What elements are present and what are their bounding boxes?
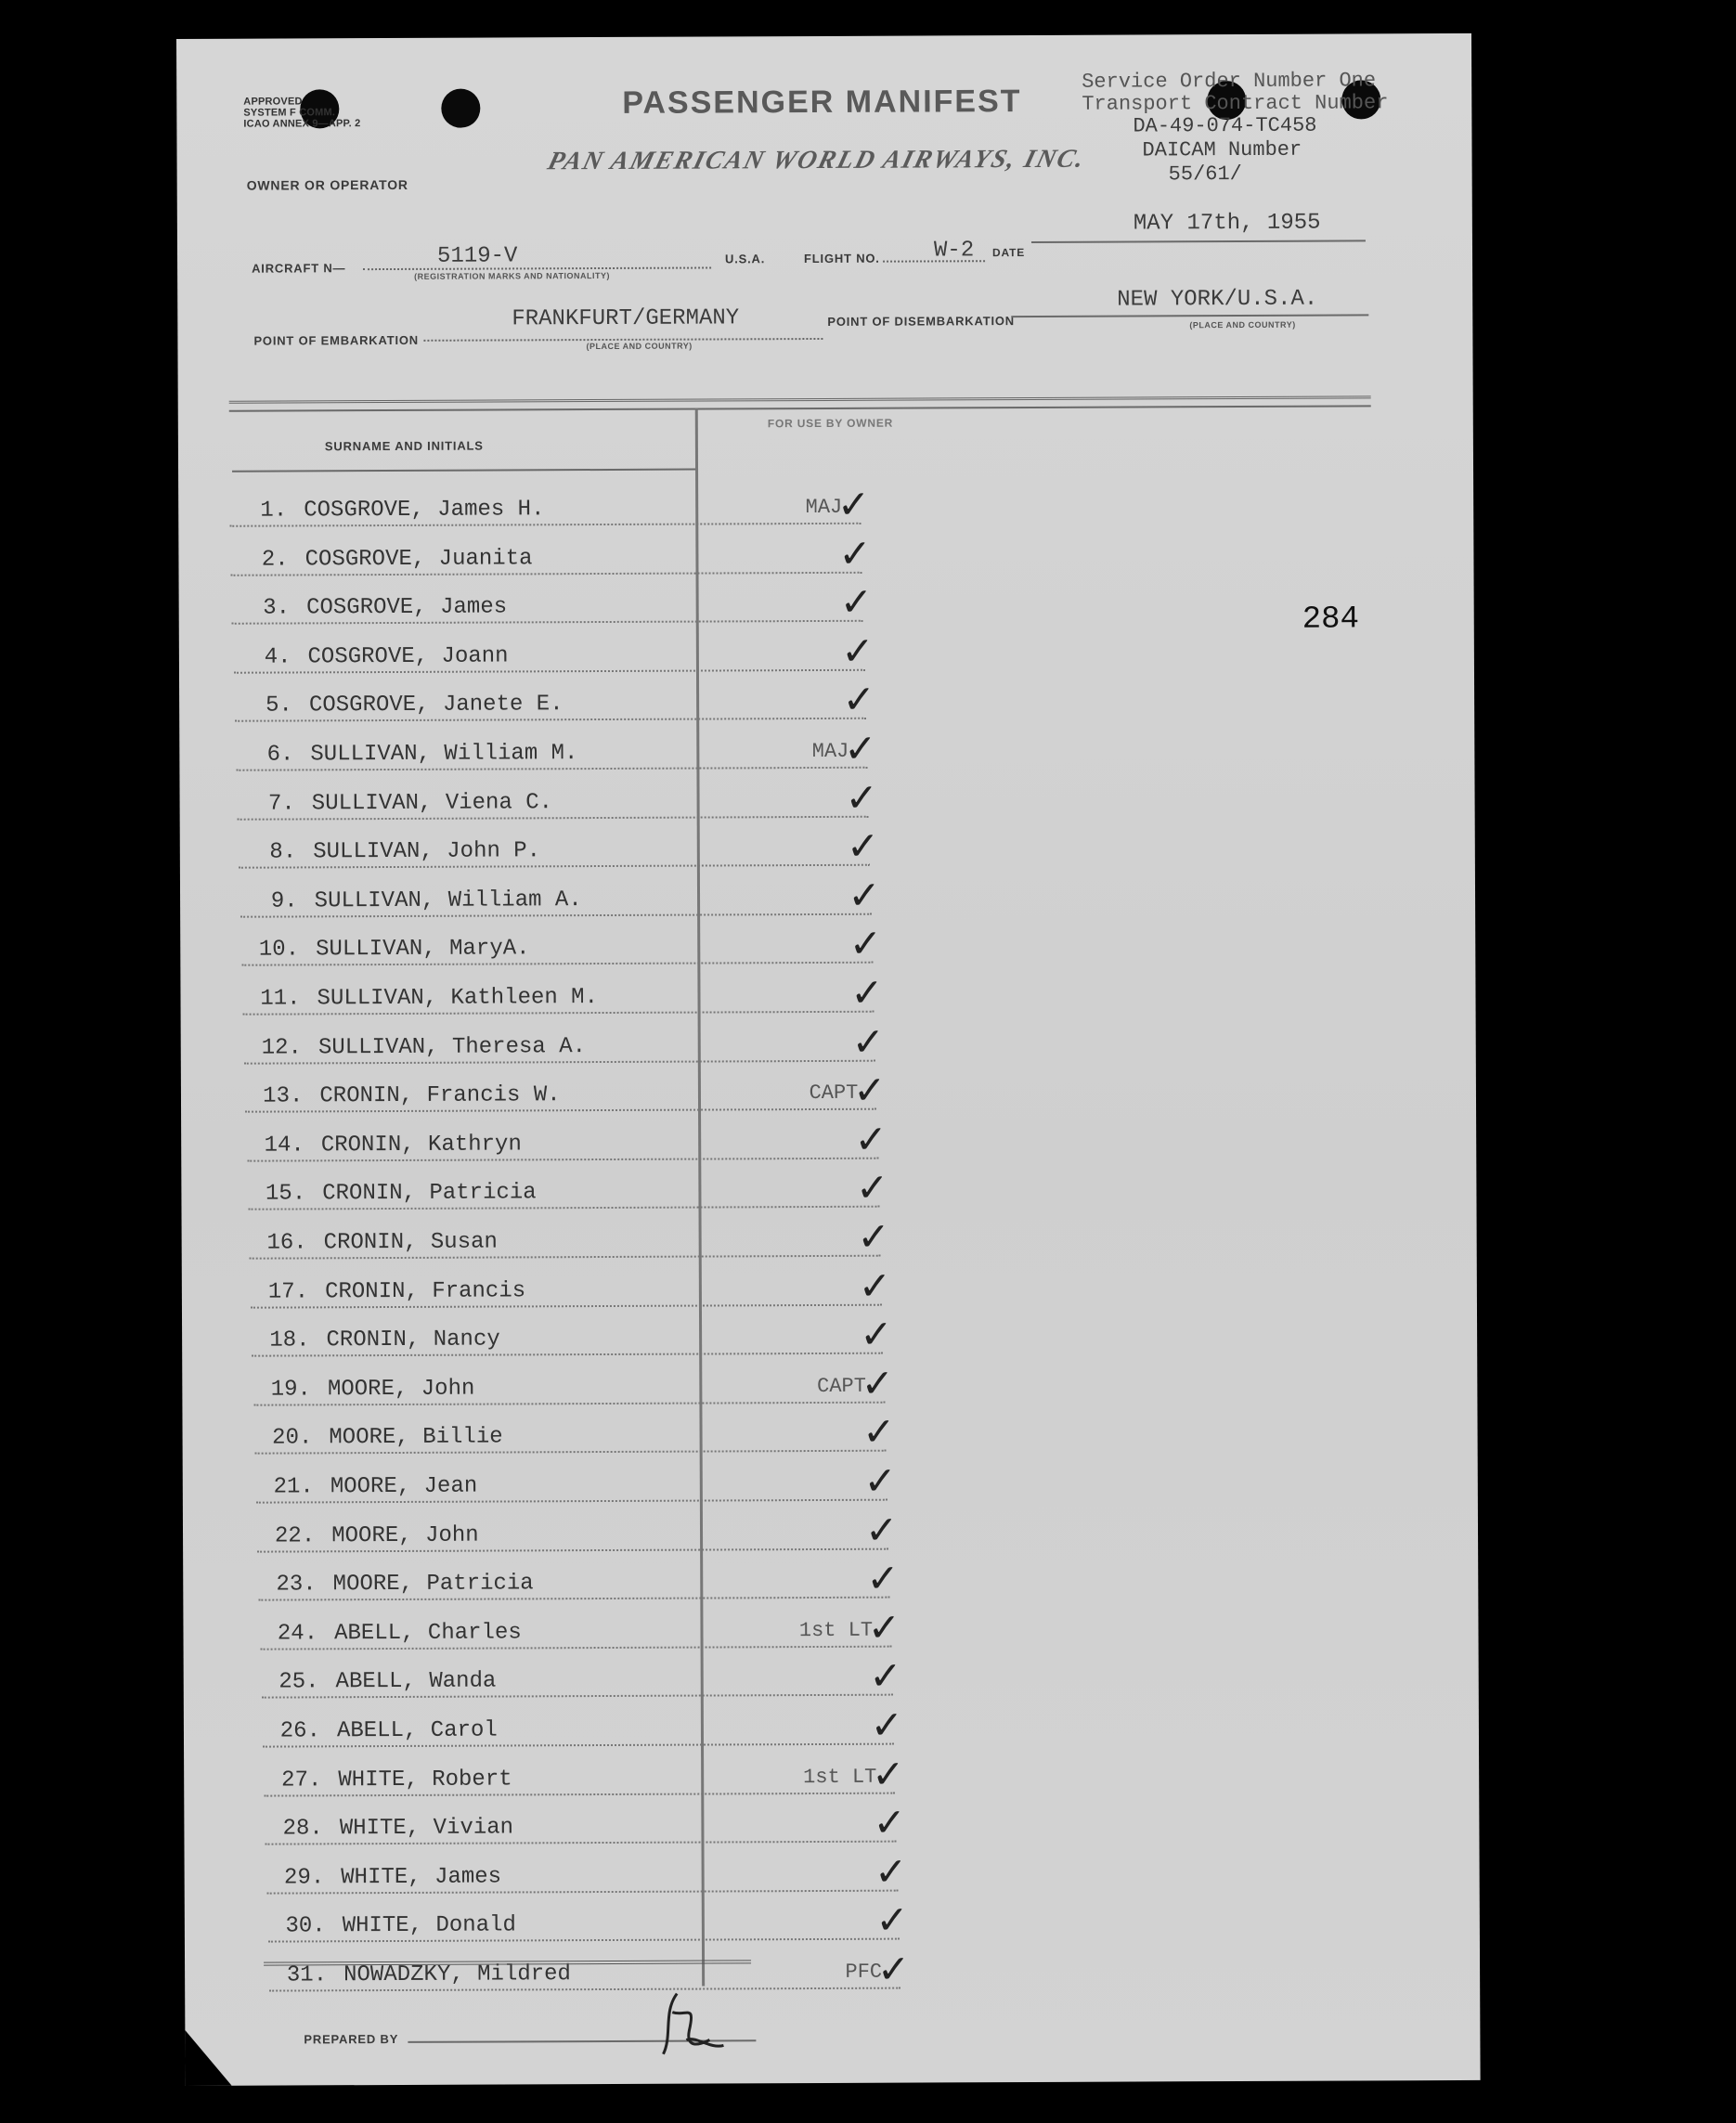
passenger-row <box>268 1896 909 1947</box>
passenger-name: SULLIVAN, Theresa A. <box>317 1033 587 1060</box>
passenger-name: COSGROVE, Janete E. <box>308 692 564 718</box>
passenger-row <box>266 1848 908 1897</box>
passenger-number: 28. <box>282 1816 323 1842</box>
disembark-sub: (PLACE AND COUNTRY) <box>1189 319 1296 330</box>
row-rule <box>240 913 872 918</box>
passenger-row <box>241 921 883 970</box>
passenger-number: 24. <box>277 1621 318 1647</box>
checkmark-icon: ✓ <box>845 774 878 821</box>
row-rule <box>266 1841 897 1845</box>
row-rule <box>243 1011 874 1016</box>
disembark-line <box>1011 314 1368 317</box>
row-rule <box>253 1401 885 1405</box>
daicam-number: 55/61/ <box>1168 162 1242 187</box>
passenger-row <box>248 1165 889 1214</box>
passenger-number: 18. <box>269 1327 310 1353</box>
row-rule <box>266 1889 898 1894</box>
date-label: DATE <box>991 246 1026 260</box>
passenger-number: 1. <box>260 498 288 524</box>
passenger-row <box>252 1311 893 1361</box>
passenger-rank: CAPT <box>809 1081 859 1106</box>
passenger-name: MOORE, Patricia <box>332 1571 534 1598</box>
passenger-name: SULLIVAN, Viena C. <box>311 789 553 816</box>
passenger-name: WHITE, Robert <box>338 1767 512 1793</box>
torn-corner <box>185 2030 231 2086</box>
passenger-name: ABELL, Wanda <box>335 1668 497 1695</box>
row-rule <box>256 1499 887 1504</box>
passenger-number: 22. <box>274 1522 316 1549</box>
passenger-number: 27. <box>281 1767 322 1793</box>
checkmark-icon: ✓ <box>874 1848 908 1895</box>
passenger-name: CRONIN, Nancy <box>326 1327 500 1353</box>
checkmark-icon: ✓ <box>836 481 871 527</box>
checkmark-icon: ✓ <box>846 822 880 870</box>
passenger-number: 31. <box>286 1962 328 1988</box>
passenger-row <box>236 725 877 775</box>
approval-line: SYSTEM F COMM. <box>243 107 336 119</box>
date-value: MAY 17th, 1955 <box>1133 210 1321 237</box>
passenger-row <box>266 1799 906 1849</box>
row-rule <box>241 962 873 966</box>
aircraft-value: 5119-V <box>436 243 518 269</box>
daicam-label: DAICAM Number <box>1142 137 1302 162</box>
passenger-row <box>264 1751 905 1800</box>
passenger-number: 15. <box>265 1181 306 1207</box>
checkmark-icon: ✓ <box>861 1360 895 1406</box>
passenger-number: 3. <box>263 595 291 621</box>
checkmark-icon: ✓ <box>848 872 881 918</box>
row-rule <box>260 1645 891 1650</box>
row-rule <box>251 1303 882 1308</box>
service-order: Service Order Number One <box>1082 69 1377 94</box>
owner-use-heading: FOR USE BY OWNER <box>767 416 894 431</box>
row-rule <box>263 1743 894 1748</box>
row-rule <box>235 718 866 722</box>
passenger-number: 10. <box>258 937 300 964</box>
passenger-number: 20. <box>272 1425 313 1451</box>
row-rule <box>232 620 863 625</box>
embark-value: FRANKFURT/GERMANY <box>512 305 740 332</box>
passenger-name: COSGROVE, James H. <box>304 497 545 524</box>
row-rule <box>257 1547 888 1552</box>
prepared-label: PREPARED BY <box>304 2031 399 2047</box>
passenger-rank: 1st LT <box>798 1618 874 1642</box>
passenger-row <box>251 1262 892 1312</box>
passenger-number: 26. <box>279 1718 321 1744</box>
checkmark-icon: ✓ <box>875 1896 909 1944</box>
row-rule <box>239 864 870 869</box>
row-rule <box>262 1694 893 1699</box>
checkmark-icon: ✓ <box>851 1018 886 1065</box>
passenger-rank: PFC <box>845 1960 883 1984</box>
checkmark-icon: ✓ <box>873 1799 906 1845</box>
passenger-number: 6. <box>266 742 294 768</box>
aircraft-line <box>363 266 711 270</box>
passenger-number: 30. <box>285 1913 326 1939</box>
row-rule <box>236 767 867 771</box>
passenger-number: 25. <box>279 1669 319 1695</box>
airline-name: PAN AMERICAN WORLD AIRWAYS, INC. <box>544 144 1089 176</box>
row-rule <box>248 1206 879 1210</box>
passenger-row <box>247 1116 887 1166</box>
passenger-row <box>233 628 874 678</box>
passenger-name: WHITE, Donald <box>342 1912 516 1939</box>
row-rule <box>238 815 869 820</box>
passenger-row <box>244 1018 886 1068</box>
passenger-name: CRONIN, Susan <box>323 1229 498 1256</box>
passenger-name: SULLIVAN, MaryA. <box>316 936 530 963</box>
passenger-rank: CAPT <box>817 1374 866 1398</box>
passenger-name: CRONIN, Kathryn <box>320 1132 522 1159</box>
flight-value: W-2 <box>933 238 975 264</box>
passenger-row <box>263 1702 904 1752</box>
passenger-name: CRONIN, Francis W. <box>319 1082 561 1109</box>
passenger-number: 16. <box>266 1230 307 1256</box>
passenger-name: WHITE, James <box>341 1864 502 1891</box>
passenger-row <box>250 1213 890 1263</box>
checkmark-icon: ✓ <box>872 1751 905 1797</box>
header-rule <box>229 405 1371 411</box>
passenger-name: MOORE, John <box>327 1376 475 1403</box>
checkmark-icon: ✓ <box>860 1311 893 1357</box>
passenger-name: SULLIVAN, Kathleen M. <box>317 985 599 1012</box>
row-rule <box>234 669 865 674</box>
passenger-name: SULLIVAN, William M. <box>310 741 578 768</box>
passenger-name: ABELL, Charles <box>334 1620 522 1647</box>
passenger-name: MOORE, John <box>331 1522 479 1548</box>
passenger-number: 17. <box>267 1278 309 1305</box>
passenger-number: 29. <box>283 1865 325 1891</box>
passenger-number: 13. <box>263 1083 304 1109</box>
row-rule <box>269 1987 900 1992</box>
checkmark-icon: ✓ <box>850 969 884 1016</box>
aircraft-label: AIRCRAFT N— <box>252 261 346 276</box>
row-rule <box>244 1059 875 1064</box>
passenger-name: MOORE, Jean <box>330 1473 478 1500</box>
passenger-row <box>232 578 874 628</box>
checkmark-icon: ✓ <box>862 1409 896 1456</box>
checkmark-icon: ✓ <box>853 1067 887 1114</box>
passenger-row <box>239 822 880 873</box>
passenger-name: COSGROVE, Joann <box>307 643 509 670</box>
passenger-row <box>238 774 878 823</box>
row-rule <box>229 523 861 527</box>
passenger-row <box>253 1360 895 1409</box>
row-rule <box>264 1792 895 1796</box>
checkmark-icon: ✓ <box>857 1213 890 1260</box>
row-rule <box>268 1938 900 1943</box>
passenger-row <box>240 872 881 922</box>
passenger-number: 19. <box>270 1377 312 1403</box>
row-rule <box>247 1158 878 1162</box>
passenger-row <box>256 1457 897 1508</box>
passenger-number: 8. <box>269 839 297 865</box>
row-rule <box>253 1353 884 1357</box>
page-title: PASSENGER MANIFEST <box>622 84 1022 121</box>
embark-label: POINT OF EMBARKATION <box>253 332 419 348</box>
passenger-row <box>254 1409 896 1458</box>
passenger-name: COSGROVE, James <box>306 594 508 621</box>
usa-label: U.S.A. <box>725 252 766 266</box>
row-rule <box>259 1597 890 1601</box>
passenger-row <box>231 530 872 579</box>
passenger-number: 23. <box>276 1572 317 1598</box>
checkmark-icon: ✓ <box>858 1262 892 1309</box>
checkmark-icon: ✓ <box>864 1507 899 1553</box>
date-line <box>1031 239 1366 243</box>
embark-sub: (PLACE AND COUNTRY) <box>586 341 693 352</box>
page-number: 284 <box>1302 602 1360 638</box>
passenger-row <box>242 969 884 1019</box>
passenger-name: SULLIVAN, William A. <box>314 887 582 914</box>
passenger-number: 9. <box>270 888 298 914</box>
checkmark-icon: ✓ <box>841 628 874 674</box>
transport-contract: Transport Contract Number <box>1082 91 1389 116</box>
checkmark-icon: ✓ <box>876 1946 911 1992</box>
passenger-row <box>261 1652 902 1702</box>
passenger-name: NOWADZKY, Mildred <box>343 1961 572 1988</box>
passenger-rank: MAJ <box>805 495 843 520</box>
row-rule <box>254 1450 886 1455</box>
approval-line: APPROVED <box>243 96 303 108</box>
passenger-number: 5. <box>266 693 292 718</box>
passenger-number: 4. <box>264 644 291 670</box>
flight-label: FLIGHT NO. <box>804 251 880 266</box>
passenger-number: 12. <box>261 1035 302 1061</box>
passenger-number: 7. <box>267 791 295 817</box>
passenger-name: COSGROVE, Juanita <box>304 545 533 572</box>
row-rule <box>231 571 862 576</box>
passenger-number: 2. <box>261 547 289 573</box>
passenger-number: 11. <box>260 986 301 1012</box>
checkmark-icon: ✓ <box>838 530 872 576</box>
disembark-label: POINT OF DISEMBARKATION <box>827 314 1015 329</box>
passenger-rank: 1st LT <box>803 1765 877 1789</box>
column-heading-rule <box>232 469 696 472</box>
passenger-name: WHITE, Vivian <box>339 1815 514 1842</box>
approval-note <box>243 96 360 130</box>
checkmark-icon: ✓ <box>839 578 874 626</box>
checkmark-icon: ✓ <box>849 921 883 967</box>
passenger-row <box>229 481 871 531</box>
checkmark-icon: ✓ <box>844 725 877 771</box>
checkmark-icon: ✓ <box>869 1652 902 1700</box>
passenger-number: 21. <box>273 1474 314 1500</box>
passenger-row <box>257 1507 899 1556</box>
contract-number: DA-49-074-TC458 <box>1133 113 1317 138</box>
disembark-value: NEW YORK/U.S.A. <box>1117 286 1318 313</box>
row-rule <box>250 1255 881 1260</box>
passenger-rank: MAJ <box>811 739 849 764</box>
signature-mark <box>644 1984 737 2067</box>
punch-hole <box>441 89 480 128</box>
approval-line: ICAO ANNEX 9—APP. 2 <box>243 118 361 130</box>
passenger-row <box>245 1067 887 1117</box>
header-rule <box>229 395 1371 403</box>
row-rule <box>245 1108 876 1113</box>
checkmark-icon: ✓ <box>855 1165 889 1211</box>
owner-label: OWNER OR OPERATOR <box>246 176 408 193</box>
passenger-row <box>260 1604 901 1653</box>
passenger-name: SULLIVAN, John P. <box>313 838 541 865</box>
passenger-name: CRONIN, Patricia <box>322 1180 537 1207</box>
checkmark-icon: ✓ <box>867 1604 901 1651</box>
passenger-name: CRONIN, Francis <box>325 1277 526 1304</box>
checkmark-icon: ✓ <box>863 1457 897 1504</box>
checkmark-icon: ✓ <box>842 677 876 723</box>
passenger-row <box>235 677 876 726</box>
passenger-name: ABELL, Carol <box>336 1717 498 1744</box>
aircraft-sub: (REGISTRATION MARKS AND NATIONALITY) <box>414 270 610 281</box>
passenger-number: 14. <box>264 1133 304 1159</box>
passenger-name: MOORE, Billie <box>329 1424 503 1451</box>
surname-heading: SURNAME AND INITIALS <box>324 438 484 454</box>
passenger-row <box>259 1555 900 1605</box>
manifest-page <box>176 33 1481 2086</box>
checkmark-icon: ✓ <box>866 1555 900 1601</box>
checkmark-icon: ✓ <box>870 1702 904 1748</box>
checkmark-icon: ✓ <box>854 1116 887 1162</box>
